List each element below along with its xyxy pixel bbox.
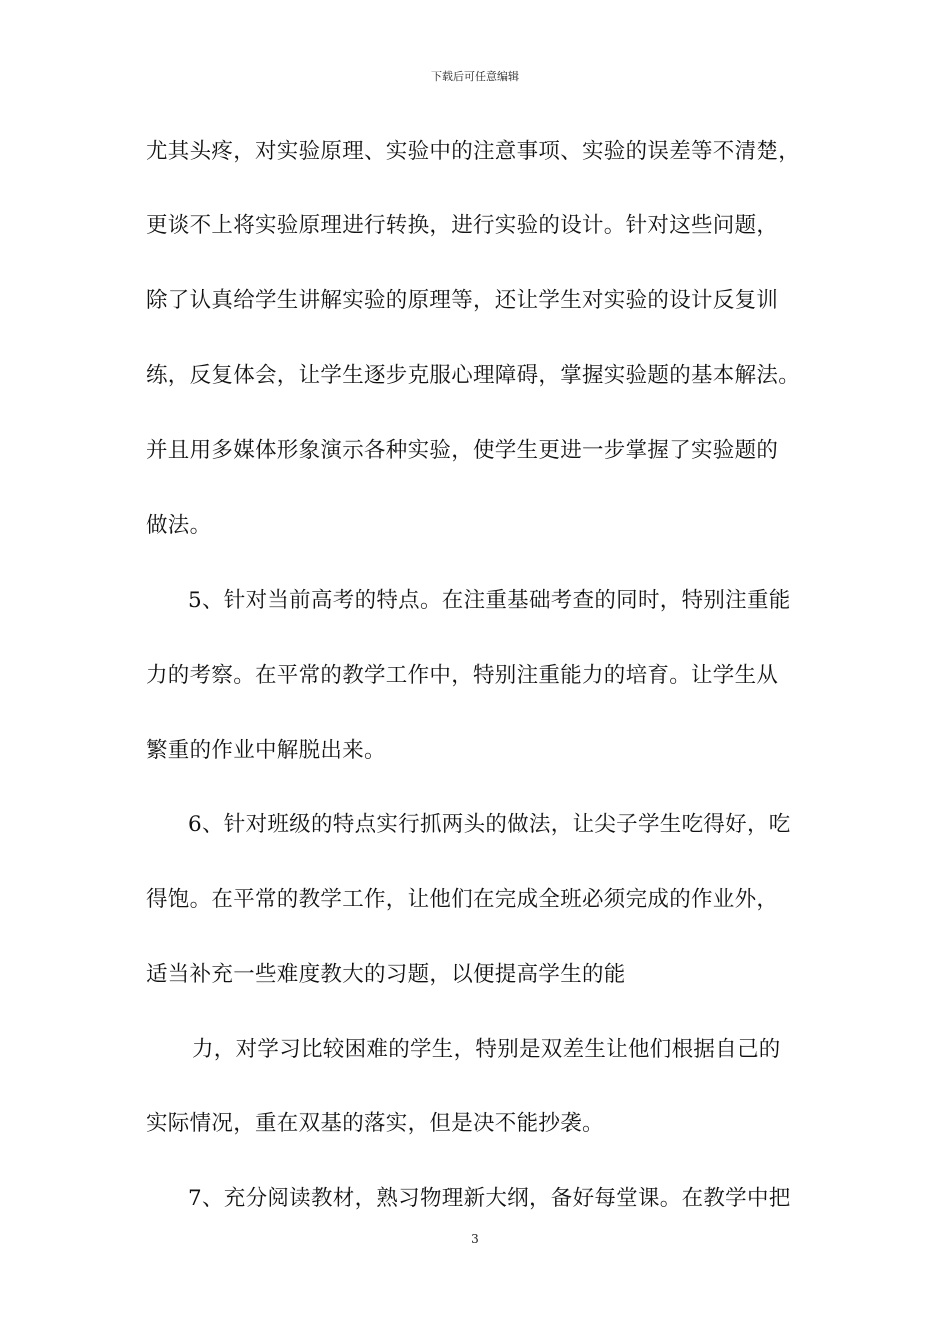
body-line-6: 做法。 — [146, 513, 212, 538]
body-line-15: 7、充分阅读教材，熟习物理新大纲，备好每堂课。在教学中把 — [188, 1186, 791, 1211]
body-line-8: 力的考察。在平常的教学工作中，特别注重能力的培育。让学生从 — [146, 663, 779, 688]
body-line-14: 实际情况，重在双基的落实，但是决不能抄袭。 — [146, 1111, 604, 1136]
page-header-note: 下载后可任意编辑 — [431, 70, 519, 83]
body-line-7: 5、针对当前高考的特点。在注重基础考查的同时，特别注重能 — [188, 588, 791, 613]
body-line-2: 更谈不上将实验原理进行转换，进行实验的设计。针对这些问题， — [146, 213, 779, 238]
body-line-11: 得饱。在平常的教学工作，让他们在完成全班必须完成的作业外， — [146, 887, 779, 912]
body-line-12: 适当补充一些难度教大的习题，以便提高学生的能 — [146, 962, 626, 987]
body-line-10: 6、针对班级的特点实行抓两头的做法，让尖子学生吃得好，吃 — [188, 812, 791, 837]
body-line-5: 并且用多媒体形象演示各种实验，使学生更进一步掌握了实验题的 — [146, 438, 779, 463]
body-line-9: 繁重的作业中解脱出来。 — [146, 738, 386, 763]
body-line-4: 练，反复体会，让学生逐步克服心理障碍，掌握实验题的基本解法。 — [146, 363, 801, 388]
page-number: 3 — [471, 1232, 479, 1246]
body-line-3: 除了认真给学生讲解实验的原理等，还让学生对实验的设计反复训 — [146, 288, 779, 313]
body-line-13: 力，对学习比较困难的学生，特别是双差生让他们根据自己的 — [192, 1037, 781, 1062]
body-line-1: 尤其头疼，对实验原理、实验中的注意事项、实验的误差等不清楚， — [146, 139, 801, 164]
